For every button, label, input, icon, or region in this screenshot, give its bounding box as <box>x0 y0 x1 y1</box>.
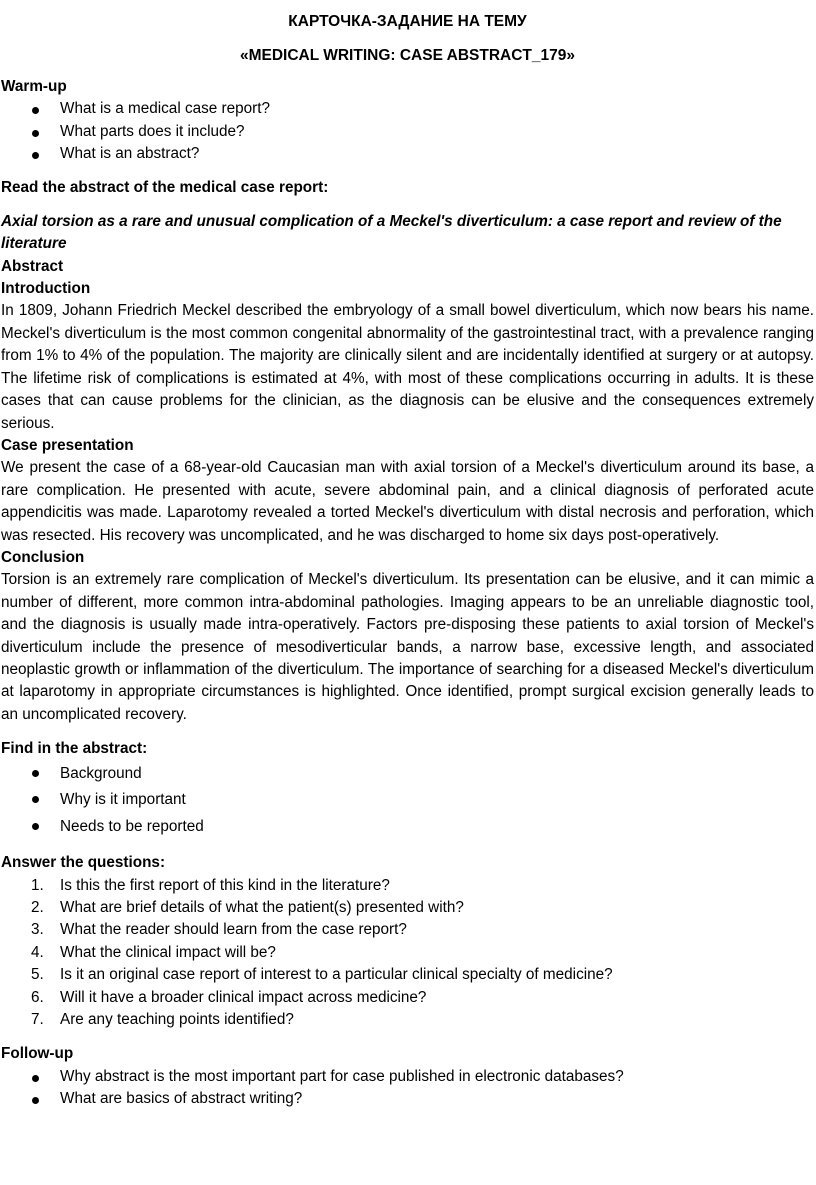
list-number: 3. <box>31 921 44 939</box>
list-number: 1. <box>31 876 44 894</box>
bullet-icon <box>32 1097 39 1104</box>
bullet-icon <box>32 796 39 803</box>
list-number: 7. <box>31 1010 44 1028</box>
list-item: What are basics of abstract writing? <box>1 1088 814 1110</box>
article-title: Axial torsion as a rare and unusual complication of a Meckel's diverticulum: a case report and review of the literature <box>1 212 782 253</box>
list-item: Needs to be reported <box>1 814 814 841</box>
conclusion-text: Torsion is an extremely rare complication of Meckel's diverticulum. Its presentation can be elusive, and it can mimic a number of different, more common intra-abdominal pathologies. Imaging appears to be an unreliable diagnostic tool, and the diagnosis is usually made intra-operatively. Factors pre-disposing these patients to axial torsion of Meckel's diverticulum include the presence of mesodiverticular bands, a narrow base, excessive length, and associated neoplastic growth or inflammation of the diverticulum. The importance of searching for a diseased Meckel's diverticulum at laparotomy in appropriate circumstances is highlighted. Once identified, prompt surgical excision generally leads to an uncomplicated recovery. <box>1 571 814 723</box>
bullet-icon <box>32 107 39 114</box>
list-number: 2. <box>31 898 44 916</box>
conclusion-heading: Conclusion <box>1 548 85 566</box>
list-item: 5. Is it an original case report of interest to a particular clinical specialty of medicine? <box>1 964 814 986</box>
bullet-icon <box>32 152 39 159</box>
find-heading: Find in the abstract: <box>1 740 148 758</box>
introduction-heading: Introduction <box>1 280 91 298</box>
list-number: 6. <box>31 988 44 1006</box>
bullet-icon <box>32 823 39 830</box>
list-item: 7. Are any teaching points identified? <box>1 1009 814 1031</box>
answer-list <box>1 875 814 1032</box>
abstract-label: Abstract <box>1 257 64 275</box>
followup-list <box>1 1066 814 1111</box>
list-item: Why is it important <box>1 787 814 814</box>
read-heading: Read the abstract of the medical case report: <box>1 179 329 197</box>
case-presentation-heading: Case presentation <box>1 436 134 454</box>
list-item: What is a medical case report? <box>1 98 814 120</box>
list-item: What is an abstract? <box>1 143 814 165</box>
title-line-1: КАРТОЧКА-ЗАДАНИЕ НА ТЕМУ <box>288 13 527 30</box>
case-presentation-text: We present the case of a 68-year-old Caucasian man with axial torsion of a Meckel's diverticulum around its base, a rare complication. He presented with acute, severe abdominal pain, and a clinical diagnosis of perforated acute appendicitis was made. Laparotomy revealed a torted Meckel's diverticulum with distal necrosis and perforation, which was resected. His recovery was uncomplicated, and he was discharged to home six days post-operatively. <box>1 459 814 544</box>
bullet-icon <box>32 1075 39 1082</box>
find-list <box>1 761 814 841</box>
bullet-icon <box>32 130 39 137</box>
bullet-icon <box>32 770 39 777</box>
followup-heading: Follow-up <box>1 1045 74 1063</box>
introduction-text: In 1809, Johann Friedrich Meckel described the embryology of a small bowel diverticulum, which now bears his name. Meckel's diverticulum is the most common congenital abnormality of the gastrointestinal tract, with a prevalence ranging from 1% to 4% of the population. The majority are clinically silent and are incidentally identified at surgery or at autopsy. The lifetime risk of complications is estimated at 4%, with most of these complications occurring in adults. It is these cases that can cause problems for the clinician, as the diagnosis can be elusive and the consequences extremely serious. <box>1 302 814 432</box>
warmup-list <box>1 98 814 165</box>
list-item: 4. What the clinical impact will be? <box>1 942 814 964</box>
list-item: 2. What are brief details of what the patient(s) presented with? <box>1 897 814 919</box>
list-item: Why abstract is the most important part for case published in electronic databases? <box>1 1066 814 1088</box>
list-number: 5. <box>31 966 44 984</box>
title-line-2: «MEDICAL WRITING: CASE ABSTRACT_179» <box>239 47 575 65</box>
list-item: 3. What the reader should learn from the case report? <box>1 919 814 941</box>
list-item: 6. Will it have a broader clinical impact across medicine? <box>1 987 814 1009</box>
list-item: 1. Is this the first report of this kind in the literature? <box>1 875 814 897</box>
list-number: 4. <box>31 943 44 961</box>
list-item: Background <box>1 761 814 788</box>
warmup-heading: Warm-up <box>1 77 67 95</box>
answer-heading: Answer the questions: <box>1 854 166 872</box>
list-item: What parts does it include? <box>1 121 814 143</box>
